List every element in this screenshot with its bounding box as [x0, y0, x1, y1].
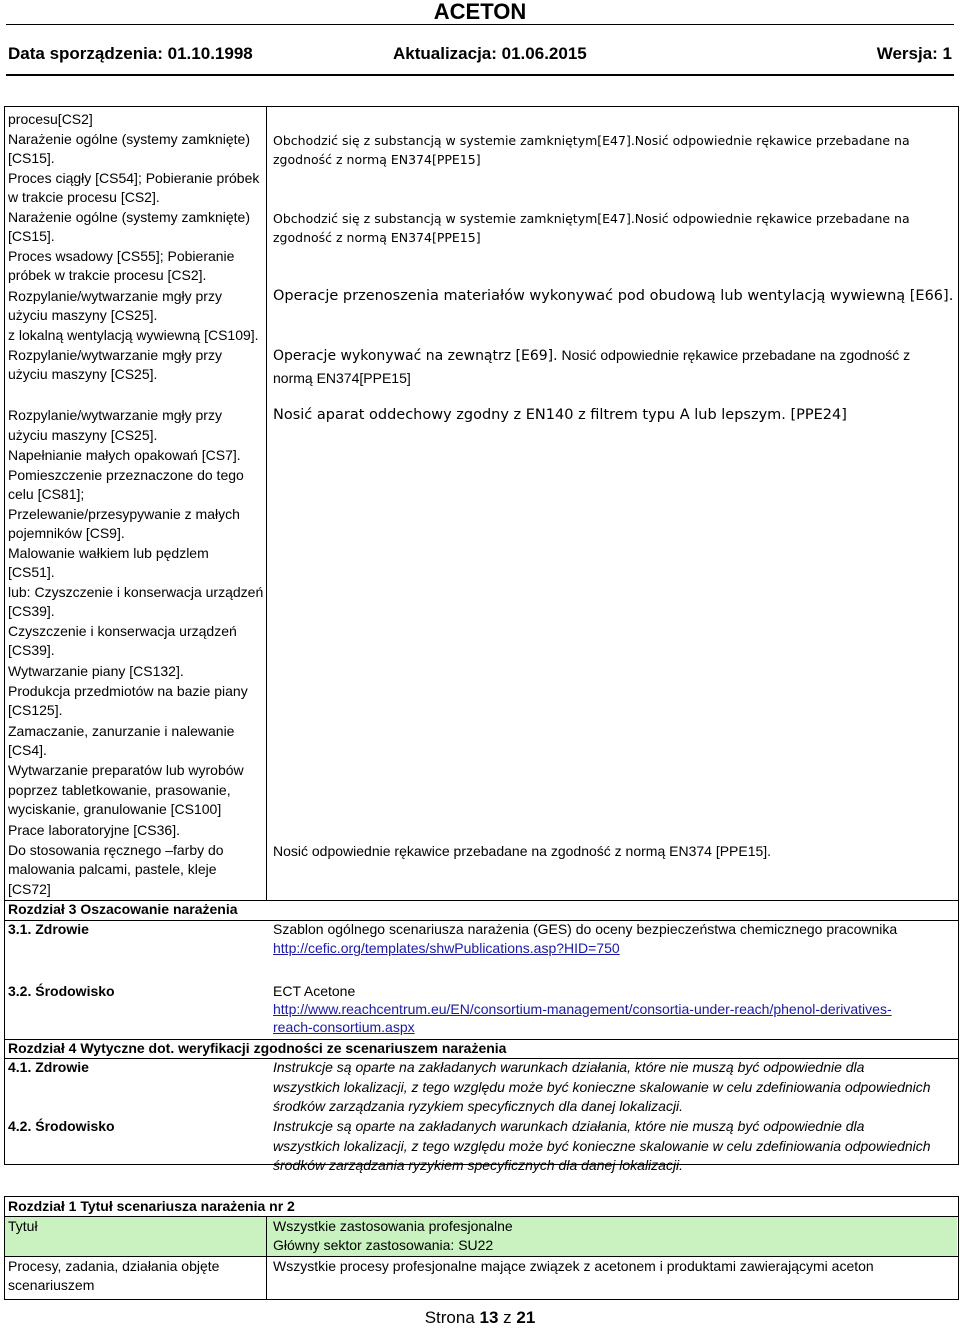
activity-line: Wytwarzanie preparatów lub wyrobów — [8, 762, 244, 778]
activity-line: Napełnianie małych opakowań [CS7]. — [8, 447, 241, 463]
header-divider-bold — [6, 74, 954, 76]
activity-line: Zamaczanie, zanurzanie i nalewanie — [8, 723, 235, 739]
version: Wersja: 1 — [876, 44, 952, 63]
env-text: ECT Acetone — [273, 983, 356, 999]
activity-line: użyciu maszyny [CS25]. — [8, 427, 158, 443]
activity-line: Narażenie ogólne (systemy zamknięte) — [8, 209, 250, 225]
activity-line: [CS15]. — [8, 150, 55, 166]
title-label: Tytuł — [8, 1218, 38, 1234]
guidance-line: środków zarządzania ryzykiem specyficznych dla danej lokalizacji. — [273, 1098, 684, 1114]
activity-line: w trakcie procesu [CS2]. — [8, 189, 160, 205]
activity-line: Pomieszczenie przeznaczone do tego — [8, 467, 244, 483]
activity-line: Proces wsadowy [CS55]; Pobieranie — [8, 248, 235, 264]
update-date: Aktualizacja: 01.06.2015 — [393, 44, 587, 63]
activity-line: Rozpylanie/wytwarzanie mgły przy — [8, 407, 222, 423]
subsection-label: 4.2. Środowisko — [8, 1118, 115, 1134]
activity-line: [CS39]. — [8, 642, 55, 658]
creation-date: Data sporządzenia: 01.10.1998 — [8, 44, 253, 63]
guidance-line: wszystkich lokalizacji, z tego względu może być konieczne skalowanie w celu zdefiniowania odpowiednich — [273, 1138, 931, 1154]
measure-line: Nosić odpowiednie rękawice przebadane na zgodność z normą EN374 [PPE15]. — [273, 843, 772, 859]
activity-line: [CS72] — [8, 881, 51, 897]
guidance-line: Instrukcje są oparte na zakładanych warunkach działania, które nie muszą być odpowiednie dla — [273, 1118, 865, 1134]
column-divider — [266, 1216, 267, 1299]
activity-line: pojemników [CS9]. — [8, 525, 125, 541]
sector-value: Główny sektor zastosowania: SU22 — [273, 1237, 494, 1253]
activity-line: próbek w trakcie procesu [CS2]. — [8, 267, 207, 283]
page-separator: z — [498, 1308, 517, 1327]
document-title: ACETON — [433, 0, 527, 24]
health-text: Szablon ogólnego scenariusza narażenia (GES) do oceny bezpieczeństwa chemicznego pracownika — [273, 921, 898, 937]
page-prefix: Strona — [424, 1308, 480, 1327]
measure-line — [273, 346, 910, 367]
activity-line: Narażenie ogólne (systemy zamknięte) — [8, 131, 250, 147]
activity-line: poprzez tabletkowanie, prasowanie, — [8, 782, 231, 798]
measure-line: zgodność z normą EN374[PPE15] — [273, 230, 481, 245]
measure-line: Nosić aparat oddechowy zgodny z EN140 z filtrem typu A lub lepszym. [PPE24] — [273, 407, 847, 423]
section-heading: Rozdział 4 Wytyczne dot. weryfikacji zgodności ze scenariuszem narażenia — [8, 1040, 507, 1056]
activity-line: lub: Czyszczenie i konserwacja urządzeń — [8, 584, 264, 600]
process-label-continued: scenariuszem — [8, 1277, 95, 1293]
activity-line: Wytwarzanie piany [CS132]. — [8, 663, 184, 679]
measure-line: zgodność z normą EN374[PPE15] — [273, 152, 481, 167]
activity-line: Malowanie wałkiem lub pędzlem — [8, 545, 209, 561]
current-page: 13 — [479, 1308, 499, 1327]
process-value: Wszystkie procesy profesjonalne mające związek z acetonem i produktami zawierającymi aceton — [273, 1258, 874, 1274]
measure-line: Obchodzić się z substancją w systemie zamkniętym[E47].Nosić odpowiednie rękawice przebadane na — [273, 133, 910, 148]
activity-line: Przelewanie/przesypywanie z małych — [8, 506, 240, 522]
activity-line: Produkcja przedmiotów na bazie piany — [8, 683, 248, 699]
activity-line: Czyszczenie i konserwacja urządzeń — [8, 623, 237, 639]
title-value: Wszystkie zastosowania profesjonalne — [273, 1218, 513, 1234]
activity-line: celu [CS81]; — [8, 486, 85, 502]
env-link[interactable]: http://www.reachcentrum.eu/EN/consortium-management/consortia-under-reach/phenol-derivatives- — [273, 1001, 892, 1017]
total-pages: 21 — [516, 1308, 536, 1327]
env-link-continued[interactable]: reach-consortium.aspx — [273, 1019, 415, 1035]
activity-line: [CS39]. — [8, 603, 55, 619]
activity-line: [CS15]. — [8, 228, 55, 244]
activity-line: Rozpylanie/wytwarzanie mgły przy — [8, 288, 222, 304]
measure-line: normą EN374[PPE15] — [273, 370, 411, 386]
activity-line: użyciu maszyny [CS25]. — [8, 366, 158, 382]
subsection-label: 3.1. Zdrowie — [8, 921, 89, 937]
column-divider — [266, 106, 267, 900]
activity-line: [CS125]. — [8, 702, 63, 718]
activity-line: Do stosowania ręcznego –farby do — [8, 842, 224, 858]
subsection-label: 4.1. Zdrowie — [8, 1059, 89, 1075]
guidance-line: wszystkich lokalizacji, z tego względu może być konieczne skalowanie w celu zdefiniowania odpowiednich — [273, 1079, 931, 1095]
activity-line: Rozpylanie/wytwarzanie mgły przy — [8, 347, 222, 363]
activity-line: z lokalną wentylacją wywiewną [CS109]. — [8, 327, 259, 343]
activity-line: [CS4]. — [8, 742, 47, 758]
measure-fragment: Operacje wykonywać na zewnątrz [E69]. — [273, 348, 558, 364]
activity-line: użyciu maszyny [CS25]. — [8, 307, 158, 323]
measure-line: Operacje przenoszenia materiałów wykonywać pod obudową lub wentylacją wywiewną [E66]. — [273, 288, 954, 304]
activity-line: Prace laboratoryjne [CS36]. — [8, 822, 180, 838]
activity-line: wyciskanie, granulowanie [CS100] — [8, 801, 222, 817]
activity-line: Proces ciągły [CS54]; Pobieranie próbek — [8, 170, 260, 186]
activity-line: [CS51]. — [8, 564, 55, 580]
health-link[interactable]: http://cefic.org/templates/shwPublications.asp?HID=750 — [273, 940, 620, 956]
process-label: Procesy, zadania, działania objęte — [8, 1258, 220, 1274]
header-meta — [8, 44, 952, 68]
guidance-line: Instrukcje są oparte na zakładanych warunkach działania, które nie muszą być odpowiednie dla — [273, 1059, 865, 1075]
measure-line: Obchodzić się z substancją w systemie zamkniętym[E47].Nosić odpowiednie rękawice przebadane na — [273, 211, 910, 226]
page-number — [0, 1308, 960, 1328]
measure-fragment: Nosić odpowiednie rękawice przebadane na zgodność z — [557, 347, 911, 363]
header-divider — [6, 24, 954, 25]
activity-line: malowania palcami, pastele, kleje — [8, 861, 217, 877]
guidance-line: środków zarządzania ryzykiem specyficznych dla danej lokalizacji. — [273, 1157, 684, 1173]
subsection-label: 3.2. Środowisko — [8, 983, 115, 999]
activity-line: procesu[CS2] — [8, 111, 93, 127]
section-heading: Rozdział 3 Oszacowanie narażenia — [8, 901, 238, 917]
section-heading: Rozdział 1 Tytuł scenariusza narażenia nr 2 — [8, 1198, 295, 1214]
